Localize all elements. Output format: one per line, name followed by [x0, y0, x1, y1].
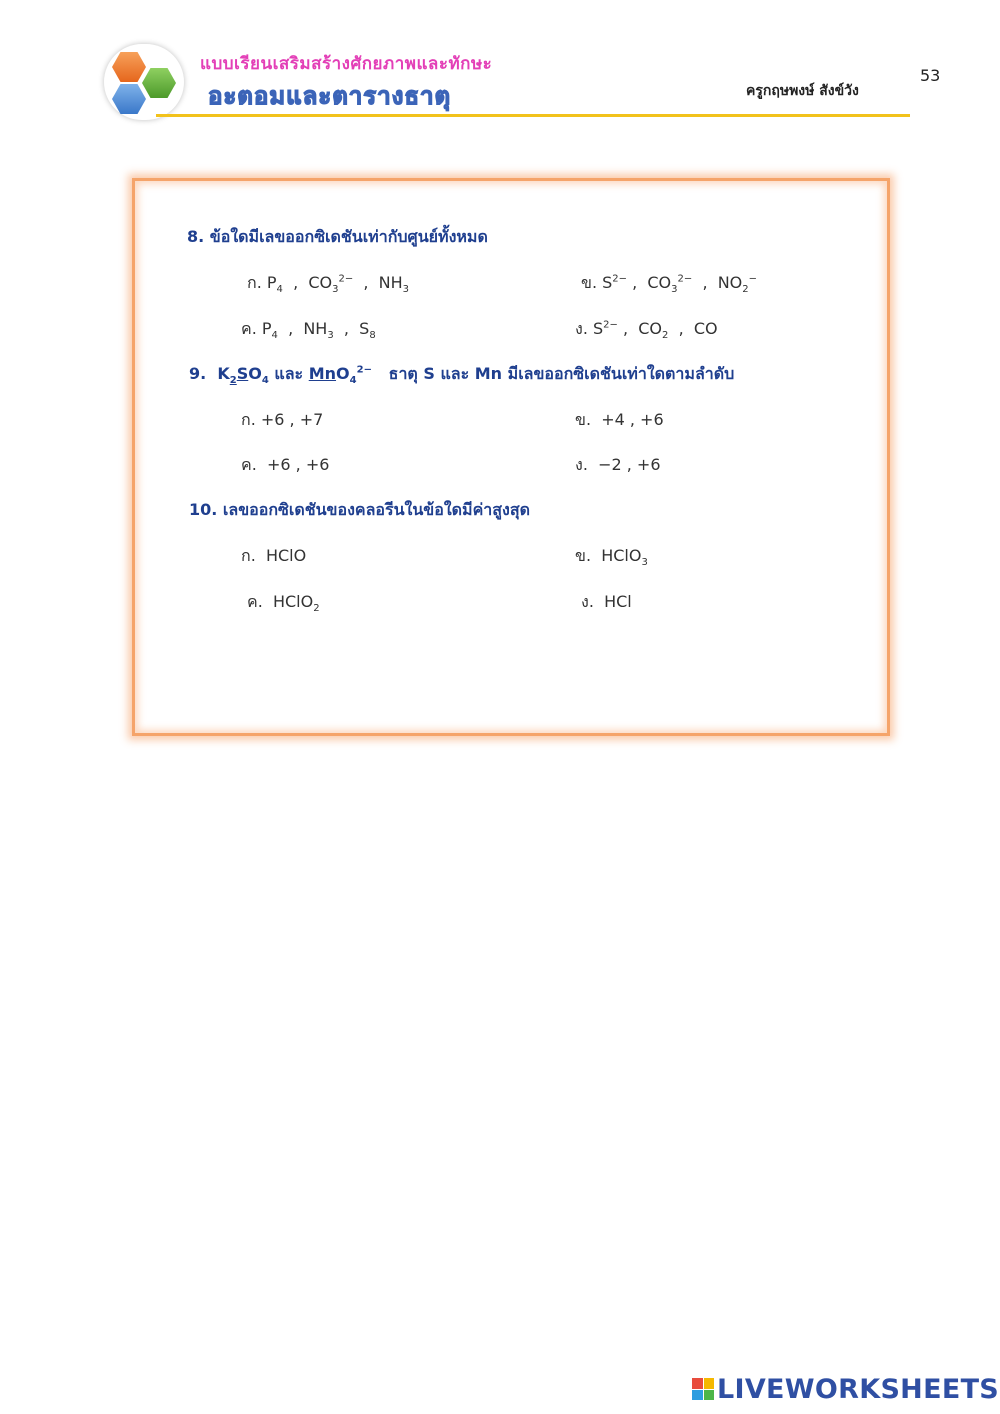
q10-option-d[interactable]: ง. HCl	[581, 592, 632, 611]
q8-option-b[interactable]: ข. $S^{2-}$ , $CO_3^{2-}$ , $NO_2^-$	[581, 273, 758, 296]
liveworksheets-grid-icon	[692, 1378, 714, 1400]
question-9: 9. $K_2SO_4$ และ MnO$_4^{2-}$ ธาตุ S และ Mn มีเลขออกซิเดชันเท่าใดตามลำดับ	[189, 364, 735, 387]
hexagon-logo-icon	[104, 44, 184, 120]
q8-option-c[interactable]: ค. $P_4$ , $NH_3$ , $S_8$	[241, 319, 376, 342]
header-divider	[156, 114, 910, 117]
quiz-box	[132, 178, 890, 736]
q10-option-c[interactable]: ค. HClO$_2$	[247, 592, 320, 615]
book-title: อะตอมและตารางธาตุ	[208, 82, 452, 110]
q9-option-c[interactable]: ค. +6 , +6	[241, 455, 330, 474]
q9-option-d[interactable]: ง. −2 , +6	[575, 455, 661, 474]
q10-option-a[interactable]: ก. HClO	[241, 546, 307, 565]
liveworksheets-logo	[692, 1374, 999, 1404]
q9-option-a[interactable]: ก. +6 , +7	[241, 410, 324, 429]
q9-option-b[interactable]: ข. +4 , +6	[575, 410, 664, 429]
page-number: 53	[920, 66, 941, 85]
q8-option-d[interactable]: ง. $S^{2-}$ , $CO_2$ , CO	[575, 319, 718, 342]
question-8: 8. ข้อใดมีเลขออกซิเดชันเท่ากับศูนย์ทั้งหมด	[187, 227, 488, 246]
author-name: ครูกฤษพงษ์ สังข์วัง	[746, 83, 859, 99]
q10-option-b[interactable]: ข. HClO$_3$	[575, 546, 648, 569]
q8-option-a[interactable]: ก. $P_4$ , $CO_3^{2-}$ , $NH_3$	[247, 273, 410, 296]
question-10: 10. เลขออกซิเดชันของคลอรีนในข้อใดมีค่าสูงสุด	[189, 500, 531, 519]
book-subtitle: แบบเรียนเสริมสร้างศักยภาพและทักษะ	[200, 54, 493, 74]
brand-name: LIVEWORKSHEETS	[717, 1373, 1000, 1405]
